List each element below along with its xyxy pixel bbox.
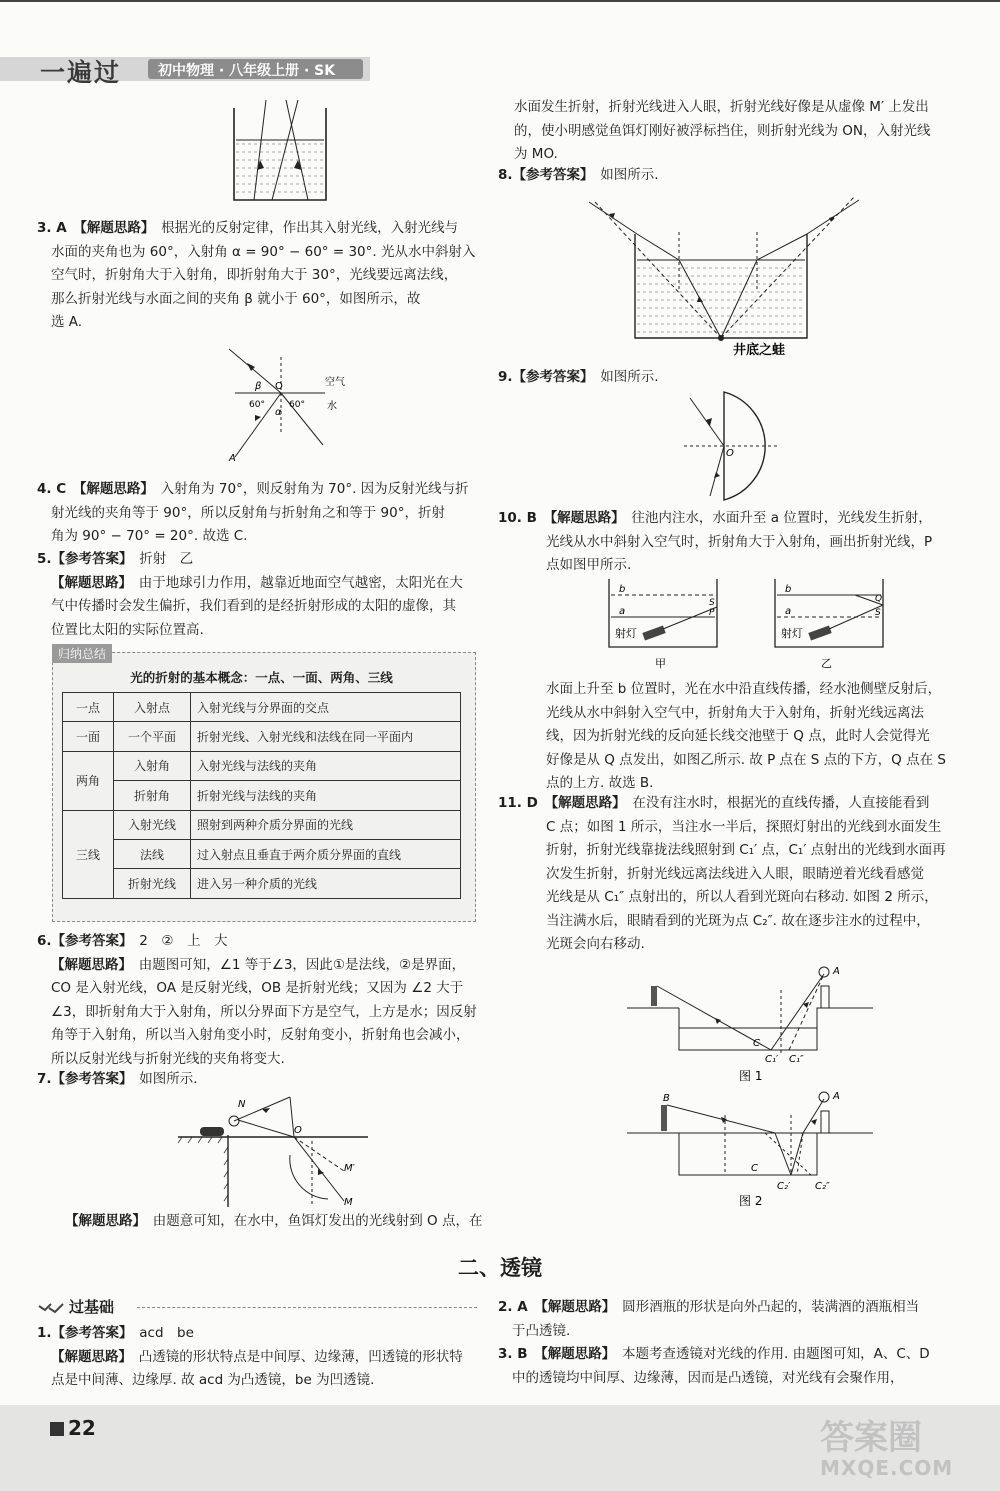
s2q2-block bbox=[498, 1296, 968, 1343]
s2q2-line-1: 于凸透镜. bbox=[512, 1322, 571, 1339]
q11-figure-2 bbox=[625, 1085, 875, 1210]
q5-tag-reason: 【解题思路】 bbox=[51, 574, 126, 591]
top-rule bbox=[0, 0, 1000, 2]
q10-line-b0: 水面上升至 b 位置时，光在水中沿直线传播，经水池侧壁反射后， bbox=[546, 681, 942, 697]
q11-line-6: 光斑会向右移动. bbox=[546, 936, 645, 952]
chevron-icon bbox=[37, 1300, 67, 1314]
q3-line-4: 选 A. bbox=[51, 314, 83, 330]
q6-tag-reason: 【解题思路】 bbox=[51, 956, 126, 973]
fig11b-C2pp: C₂″ bbox=[815, 1181, 830, 1192]
q7-answer: 如图所示. bbox=[139, 1071, 198, 1087]
q4-number: 4. C bbox=[37, 481, 67, 497]
q3-line-0: 根据光的反射定律，作出其入射光线，入射光线与 bbox=[161, 220, 459, 236]
table-cell: 折射光线与法线的夹角 bbox=[191, 781, 461, 810]
q7cont-line-2: 为 MO. bbox=[514, 146, 558, 162]
q5-number: 5. bbox=[37, 551, 52, 567]
s2q1-answer: acd be bbox=[139, 1325, 194, 1341]
sub-section-title: 过基础 bbox=[69, 1298, 115, 1316]
q10-block-a bbox=[498, 507, 968, 578]
brand-logo: 一遍过 bbox=[40, 58, 122, 87]
table-cell: 入射点 bbox=[114, 693, 191, 722]
summary-table bbox=[62, 692, 461, 899]
fig11a-C1p: C₁′ bbox=[765, 1054, 779, 1065]
q10-line-b3: 好像是从 Q 点发出，如图乙所示. 故 P 点在 S 点的下方，Q 点在 S bbox=[546, 751, 946, 768]
q7-line: 由题意可知，在水中，鱼饵灯发出的光线射到 O 点，在 bbox=[152, 1213, 483, 1229]
sub-section-header bbox=[37, 1296, 487, 1318]
section-title: 二、透镜 bbox=[458, 1256, 542, 1280]
q5-line-2: 位置比太阳的实际位置高. bbox=[51, 621, 204, 638]
s2q3-line-0: 本题考查透镜对光线的作用. 由题图可知，A、C、D bbox=[622, 1346, 930, 1362]
fig7-O: O bbox=[294, 1125, 302, 1136]
q8-number: 8. bbox=[498, 167, 513, 183]
fig7-N: N bbox=[238, 1099, 246, 1110]
q7-number: 7. bbox=[37, 1071, 52, 1087]
q7-continued bbox=[498, 96, 984, 167]
q10-line-b1: 光线从水中斜射入空气中，折射角大于入射角，折射光线远离法 bbox=[546, 704, 924, 721]
q3-refraction-figure bbox=[215, 345, 375, 465]
table-cell: 三线 bbox=[63, 810, 114, 898]
q6-line-3: 角等于入射角，所以当入射角变小时，反射角变小，折射角也会减小， bbox=[51, 1027, 470, 1043]
q7-tag-answer: 【参考答案】 bbox=[51, 1071, 126, 1087]
q11-tag: 【解题思路】 bbox=[551, 795, 619, 811]
table-row bbox=[63, 781, 461, 810]
summary-title: 光的折射的基本概念：一点、一面、两角、三线 bbox=[130, 670, 393, 685]
table-row bbox=[63, 869, 461, 898]
q6-tag-answer: 【参考答案】 bbox=[51, 933, 126, 949]
fig11b-A: A bbox=[833, 1091, 840, 1102]
q9-semicircle-figure bbox=[680, 388, 790, 504]
fig7-M: M bbox=[344, 1197, 353, 1208]
q11-block bbox=[498, 792, 968, 957]
q7-header bbox=[37, 1068, 487, 1092]
q4-block bbox=[37, 478, 487, 549]
table-row bbox=[63, 693, 461, 722]
table-cell: 入射光线与分界面的交点 bbox=[191, 693, 461, 722]
q5-answer: 折射 乙 bbox=[139, 551, 194, 567]
q10-line-a2: 点如图甲所示. bbox=[546, 557, 632, 573]
q7cont-line-0: 水面发生折射，折射光线进入人眼，折射光线好像是从虚像 M′ 上发出 bbox=[514, 99, 929, 115]
s2q3-tag: 【解题思路】 bbox=[541, 1346, 609, 1362]
q5-block bbox=[37, 548, 487, 642]
q8-answer: 如图所示. bbox=[600, 167, 659, 183]
fig3-angle2: 60° bbox=[289, 400, 305, 410]
fig9-O: O bbox=[726, 448, 734, 459]
q11-line-1: C 点；如图 1 所示，当注水一半后，探照灯射出的光线到水面发生 bbox=[546, 818, 942, 835]
fig10-S1: S bbox=[709, 598, 715, 608]
table-cell: 一点 bbox=[63, 693, 114, 722]
table-row bbox=[63, 839, 461, 868]
fig11b-B: B bbox=[663, 1093, 670, 1104]
q5-line-1: 气中传播时会发生偏折，我们看到的是经折射形成的太阳的虚像，其 bbox=[51, 598, 456, 614]
q3-block bbox=[37, 217, 487, 335]
s2q2-line-0: 圆形酒瓶的形状是向外凸起的，装满酒的酒瓶相当 bbox=[622, 1299, 920, 1315]
fig10-Q: Q bbox=[875, 594, 883, 604]
fig10-lamp1: 射灯 bbox=[615, 627, 637, 640]
fig10-a1: a bbox=[619, 606, 626, 617]
table-cell: 进入另一种介质的光线 bbox=[191, 869, 461, 898]
q6-number: 6. bbox=[37, 933, 52, 949]
q8-tag: 【参考答案】 bbox=[512, 167, 587, 183]
q10-line-b2: 线，因为折射光线的反向延长线交池壁于 Q 点，此时人会觉得光 bbox=[546, 728, 930, 744]
table-cell: 折射角 bbox=[114, 781, 191, 810]
s2q1-number: 1. bbox=[37, 1325, 52, 1341]
fig11b-C: C bbox=[751, 1163, 758, 1174]
q10-figures bbox=[605, 575, 895, 673]
fig3-angle1: 60° bbox=[249, 400, 265, 410]
table-cell: 折射光线、入射光线和法线在同一平面内 bbox=[191, 722, 461, 751]
fig11a-A: A bbox=[833, 966, 840, 977]
q9-number: 9. bbox=[498, 369, 513, 385]
q6-block bbox=[37, 930, 487, 1071]
fig10-lamp2: 射灯 bbox=[781, 627, 803, 640]
s2q3-block bbox=[498, 1343, 968, 1390]
fig3-air-label: 空气 bbox=[325, 377, 345, 388]
q10-number: 10. B bbox=[498, 510, 537, 526]
q8-well-figure bbox=[585, 192, 885, 362]
q7-reason bbox=[37, 1210, 487, 1234]
q4-line-1: 射光线的夹角等于 90°，所以反射角与折射角之和等于 90°，折射 bbox=[51, 504, 445, 521]
q9-answer: 如图所示. bbox=[600, 369, 659, 385]
fig3-water-label: 水 bbox=[327, 401, 337, 412]
q2-beaker-figure bbox=[220, 100, 340, 210]
q3-line-3: 那么折射光线与水面之间的夹角 β 就小于 60°，如图所示，故 bbox=[51, 290, 421, 307]
q3-line-1: 水面的夹角也为 60°，入射角 α = 90° − 60° = 30°. 光从水中斜射入 bbox=[51, 243, 476, 260]
fig3-A: A bbox=[229, 453, 236, 464]
fig10-a2: a bbox=[785, 606, 792, 617]
table-cell: 入射角 bbox=[114, 751, 191, 780]
q7-figure bbox=[178, 1095, 378, 1210]
table-cell: 过入射点且垂直于两介质分界面的直线 bbox=[191, 839, 461, 868]
table-cell: 法线 bbox=[114, 839, 191, 868]
table-cell: 一面 bbox=[63, 722, 114, 751]
sub-section-rule bbox=[137, 1307, 477, 1308]
q4-line-0: 入射角为 70°，则反射角为 70°. 因为反射光线与折 bbox=[160, 481, 469, 497]
q5-tag-answer: 【参考答案】 bbox=[51, 551, 126, 567]
s2q1-block bbox=[37, 1322, 487, 1393]
q6-line-0: 由题图可知，∠1 等于∠3，因此①是法线，②是界面， bbox=[138, 956, 466, 973]
fig3-O: O bbox=[275, 381, 283, 392]
summary-label: 归纳总结 bbox=[52, 644, 112, 663]
q4-tag: 【解题思路】 bbox=[79, 481, 148, 497]
fig11a-caption: 图 1 bbox=[739, 1069, 763, 1083]
table-cell: 两角 bbox=[63, 751, 114, 810]
q9-tag: 【参考答案】 bbox=[512, 369, 587, 385]
watermark-logo: 答案圈 bbox=[820, 1418, 922, 1458]
q10-tag: 【解题思路】 bbox=[550, 510, 618, 526]
fig11b-C2p: C₂′ bbox=[777, 1181, 791, 1192]
q11-line-3: 次发生折射，折射光线远离法线进入人眼，眼睛逆着光线看感觉 bbox=[546, 865, 924, 882]
q8-header bbox=[498, 164, 968, 188]
q5-line-0: 由于地球引力作用，越靠近地面空气越密，太阳光在大 bbox=[138, 574, 463, 591]
s2q1-tag-reason: 【解题思路】 bbox=[51, 1348, 126, 1365]
q10-block-b bbox=[498, 678, 968, 796]
q10-line-a1: 光线从水中斜射入空气时，折射角大于入射角，画出折射光线，P bbox=[546, 533, 933, 550]
s2q3-line-1: 中的透镜均中间厚、边缘薄，因而是凸透镜，对光线有会聚作用， bbox=[512, 1369, 904, 1386]
q11-number: 11. D bbox=[498, 795, 538, 811]
q11-line-2: 折射，折射光线靠拢法线照射到 C₁′ 点，C₁′ 点射出的光线到水面再 bbox=[546, 842, 946, 858]
fig3-beta: β bbox=[255, 381, 262, 392]
q10-line-b4: 点的上方. 故选 B. bbox=[546, 775, 654, 791]
fig10-jia: 甲 bbox=[655, 657, 666, 670]
table-row bbox=[63, 810, 461, 839]
s2q1-tag-answer: 【参考答案】 bbox=[51, 1325, 126, 1341]
table-cell: 一个平面 bbox=[114, 722, 191, 751]
q3-number: 3. A bbox=[37, 220, 67, 236]
s2q1-line-0: 凸透镜的形状特点是中间厚、边缘薄，凹透镜的形状特 bbox=[138, 1348, 463, 1365]
fig10-b1: b bbox=[619, 584, 626, 595]
table-row bbox=[63, 751, 461, 780]
q11-line-5: 当注满水后，眼睛看到的光斑为点 C₂″. 故在逐步注水的过程中， bbox=[546, 912, 930, 929]
q7-tag-reason: 【解题思路】 bbox=[65, 1213, 140, 1229]
table-cell: 折射光线 bbox=[114, 869, 191, 898]
fig10-S2: S bbox=[875, 608, 881, 618]
header-bar bbox=[0, 55, 370, 87]
fig11b-caption: 图 2 bbox=[739, 1194, 763, 1208]
q9-header bbox=[498, 366, 968, 390]
fig3-alpha: α bbox=[275, 407, 282, 418]
q6-line-4: 所以反射光线与折射光线的夹角将变大. bbox=[51, 1050, 285, 1067]
table-cell: 入射光线 bbox=[114, 810, 191, 839]
fig10-yi: 乙 bbox=[821, 657, 832, 670]
q4-line-2: 角为 90° − 70° = 20°. 故选 C. bbox=[51, 528, 248, 544]
fig8-label: 井底之蛙 bbox=[733, 343, 786, 358]
fig11a-C: C bbox=[753, 1038, 760, 1049]
q11-figure-1 bbox=[625, 960, 875, 1085]
q10-line-a0: 往池内注水，水面升至 a 位置时，光线发生折射， bbox=[631, 510, 932, 526]
q11-line-4: 光线是从 C₁″ 点射出的，所以人看到光斑向右移动. 如图 2 所示， bbox=[546, 889, 938, 905]
table-cell: 入射光线与法线的夹角 bbox=[191, 751, 461, 780]
watermark-site: MXQE.COM bbox=[820, 1456, 954, 1480]
fig7-Mprime: M′ bbox=[344, 1163, 355, 1174]
q6-answer: 2 ② 上 大 bbox=[139, 933, 228, 949]
q6-line-2: ∠3，即折射角大于入射角，所以分界面下方是空气，上方是水；因反射 bbox=[51, 1003, 477, 1020]
q3-line-2: 空气时，折射角大于入射角，即折射角大于 30°，光线要远离法线， bbox=[51, 267, 458, 283]
q3-tag: 【解题思路】 bbox=[80, 220, 148, 236]
q11-line-0: 在没有注水时，根据光的直线传播，人直接能看到 bbox=[632, 795, 930, 811]
q7cont-line-1: 的，使小明感觉鱼饵灯刚好被浮标挡住，则折射光线为 ON，入射光线 bbox=[514, 122, 931, 139]
table-cell: 照射到两种介质分界面的光线 bbox=[191, 810, 461, 839]
table-row bbox=[63, 722, 461, 751]
header-subtitle: 初中物理 · 八年级上册 · SK bbox=[158, 63, 336, 79]
page-marker bbox=[50, 1422, 64, 1436]
fig10-b2: b bbox=[785, 584, 792, 595]
s2q3-number: 3. B bbox=[498, 1346, 528, 1362]
s2q2-number: 2. A bbox=[498, 1299, 528, 1315]
s2q2-tag: 【解题思路】 bbox=[541, 1299, 609, 1315]
q6-line-1: CO 是入射光线，OA 是反射光线，OB 是折射光线；又因为 ∠2 大于 bbox=[51, 980, 464, 996]
fig11a-C1pp: C₁″ bbox=[789, 1054, 804, 1065]
s2q1-line-1: 点是中间薄、边缘厚. 故 acd 为凸透镜，be 为凹透镜. bbox=[51, 1372, 375, 1388]
page-number: 22 bbox=[68, 1416, 96, 1440]
fig10-P: P bbox=[709, 608, 715, 618]
